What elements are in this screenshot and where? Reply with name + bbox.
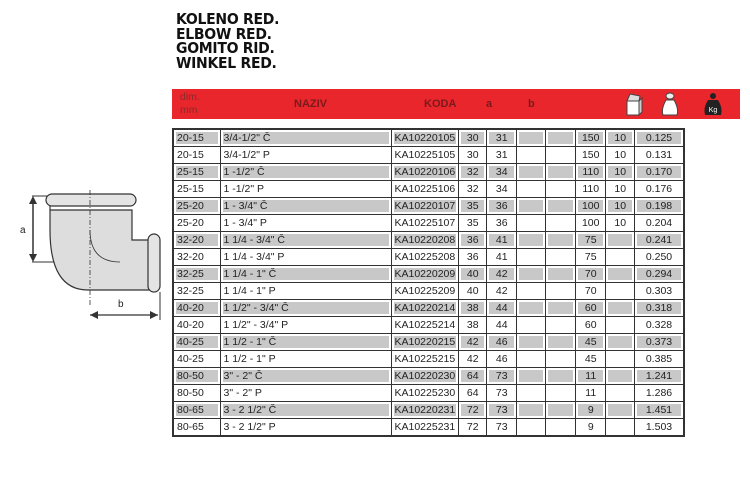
title-slovenian: KOLENO RED. [176,11,280,29]
cell-naziv: 1 - 3/4" Č [220,198,391,215]
cell-koda: KA10220231 [391,402,459,419]
cell-b: 31 [487,129,517,147]
cell-koda: KA10220230 [391,368,459,385]
cell-b: 46 [487,334,517,351]
cell-dim: 32-20 [173,249,220,266]
cell-empty-1 [517,249,546,266]
cell-empty-2 [546,402,576,419]
cell-pack-sack [606,351,635,368]
cell-weight: 0.294 [635,266,684,283]
cell-dim: 32-25 [173,266,220,283]
cell-pack-box: 9 [576,419,606,437]
cell-dim: 80-65 [173,419,220,437]
cell-b: 41 [487,232,517,249]
table-row [173,249,684,266]
table-row [173,181,684,198]
cell-koda: KA10225105 [391,147,459,164]
product-table [172,128,685,437]
title-german: WINKEL RED. [176,55,277,72]
cell-empty-1 [517,402,546,419]
cell-dim: 32-20 [173,232,220,249]
cell-pack-box: 60 [576,317,606,334]
cell-a: 40 [459,266,487,283]
header-a: a [486,98,493,110]
cell-weight: 0.303 [635,283,684,300]
header-mm-label: mm [180,104,198,116]
sack-icon [660,91,680,117]
cell-pack-box: 110 [576,164,606,181]
cell-koda: KA10220215 [391,334,459,351]
cell-naziv: 1 1/4 - 1" P [220,283,391,300]
cell-pack-box: 45 [576,351,606,368]
cell-b: 73 [487,368,517,385]
cell-weight: 0.125 [635,129,684,147]
cell-empty-1 [517,300,546,317]
cell-a: 72 [459,402,487,419]
cell-empty-2 [546,215,576,232]
cell-naziv: 1 - 3/4" P [220,215,391,232]
cell-dim: 20-15 [173,147,220,164]
cell-pack-sack [606,300,635,317]
cell-dim: 40-20 [173,317,220,334]
cell-dim: 20-15 [173,129,220,147]
cell-pack-sack [606,419,635,437]
box-pack-icon [624,92,644,116]
cell-koda: KA10225209 [391,283,459,300]
cell-dim: 25-15 [173,164,220,181]
cell-koda: KA10225215 [391,351,459,368]
cell-weight: 0.204 [635,215,684,232]
cell-pack-box: 150 [576,129,606,147]
cell-naziv: 1 1/2 - 1" Č [220,334,391,351]
cell-pack-sack [606,283,635,300]
svg-text:b: b [118,299,124,310]
cell-b: 42 [487,283,517,300]
cell-weight: 0.328 [635,317,684,334]
cell-a: 42 [459,334,487,351]
cell-empty-1 [517,317,546,334]
cell-pack-sack [606,266,635,283]
cell-b: 73 [487,402,517,419]
cell-pack-sack [606,232,635,249]
cell-empty-1 [517,164,546,181]
cell-koda: KA10220106 [391,164,459,181]
cell-pack-box: 45 [576,334,606,351]
cell-dim: 80-65 [173,402,220,419]
cell-b: 42 [487,266,517,283]
cell-b: 34 [487,164,517,181]
title-italian: GOMITO RID. [176,40,275,58]
cell-koda: KA10225230 [391,385,459,402]
cell-pack-sack: 10 [606,164,635,181]
cell-pack-sack [606,249,635,266]
cell-pack-sack: 10 [606,129,635,147]
cell-empty-1 [517,215,546,232]
cell-koda: KA10220105 [391,129,459,147]
cell-koda: KA10225208 [391,249,459,266]
cell-naziv: 1 1/2" - 3/4" P [220,317,391,334]
cell-empty-1 [517,419,546,437]
cell-a: 36 [459,232,487,249]
cell-pack-box: 9 [576,402,606,419]
cell-empty-2 [546,249,576,266]
cell-dim: 80-50 [173,385,220,402]
cell-pack-box: 110 [576,181,606,198]
cell-pack-sack: 10 [606,198,635,215]
cell-a: 35 [459,215,487,232]
cell-weight: 0.373 [635,334,684,351]
cell-weight: 0.198 [635,198,684,215]
cell-empty-2 [546,181,576,198]
cell-pack-sack: 10 [606,215,635,232]
cell-empty-2 [546,385,576,402]
cell-weight: 1.503 [635,419,684,437]
cell-dim: 32-25 [173,283,220,300]
cell-empty-1 [517,232,546,249]
table-row [173,147,684,164]
cell-empty-2 [546,334,576,351]
cell-pack-sack: 10 [606,147,635,164]
cell-empty-1 [517,368,546,385]
cell-b: 36 [487,215,517,232]
cell-pack-box: 70 [576,266,606,283]
cell-b: 41 [487,249,517,266]
cell-naziv: 1 1/4 - 1" Č [220,266,391,283]
cell-b: 73 [487,385,517,402]
cell-empty-1 [517,147,546,164]
cell-empty-2 [546,198,576,215]
cell-weight: 0.176 [635,181,684,198]
header-dim [180,91,200,117]
title-english: ELBOW RED. [176,26,272,43]
cell-empty-2 [546,351,576,368]
cell-empty-2 [546,164,576,181]
cell-empty-1 [517,198,546,215]
cell-koda: KA10225214 [391,317,459,334]
cell-weight: 1.286 [635,385,684,402]
cell-naziv: 3/4-1/2" P [220,147,391,164]
table-row [173,266,684,283]
table-row [173,317,684,334]
cell-b: 31 [487,147,517,164]
svg-text:a: a [20,225,26,236]
cell-naziv: 1 1/2 - 1" P [220,351,391,368]
cell-pack-sack [606,402,635,419]
cell-b: 34 [487,181,517,198]
table-row [173,215,684,232]
cell-weight: 0.170 [635,164,684,181]
cell-naziv: 3" - 2" Č [220,368,391,385]
cell-empty-1 [517,181,546,198]
weight-kg-icon [702,91,724,117]
cell-pack-sack [606,317,635,334]
cell-weight: 1.241 [635,368,684,385]
cell-dim: 25-20 [173,198,220,215]
cell-a: 38 [459,300,487,317]
table-row [173,385,684,402]
cell-a: 38 [459,317,487,334]
cell-a: 72 [459,419,487,437]
table-row [173,419,684,437]
table-row [173,164,684,181]
cell-pack-box: 70 [576,283,606,300]
cell-pack-box: 100 [576,198,606,215]
cell-pack-sack [606,368,635,385]
cell-pack-sack [606,385,635,402]
cell-koda: KA10225231 [391,419,459,437]
table-row [173,402,684,419]
cell-naziv: 1 1/4 - 3/4" Č [220,232,391,249]
cell-empty-1 [517,266,546,283]
table-row [173,283,684,300]
cell-a: 32 [459,164,487,181]
cell-b: 46 [487,351,517,368]
cell-a: 42 [459,351,487,368]
cell-empty-2 [546,368,576,385]
cell-naziv: 3/4-1/2" Č [220,129,391,147]
cell-naziv: 3" - 2" P [220,385,391,402]
cell-pack-sack: 10 [606,181,635,198]
cell-weight: 0.318 [635,300,684,317]
cell-pack-box: 100 [576,215,606,232]
cell-dim: 25-15 [173,181,220,198]
cell-a: 64 [459,368,487,385]
table-row [173,198,684,215]
table-row [173,129,684,147]
cell-naziv: 3 - 2 1/2" P [220,419,391,437]
cell-koda: KA10220209 [391,266,459,283]
cell-koda: KA10225107 [391,215,459,232]
table-row [173,368,684,385]
cell-dim: 40-20 [173,300,220,317]
cell-b: 36 [487,198,517,215]
header-naziv: NAZIV [294,98,327,110]
cell-a: 36 [459,249,487,266]
cell-weight: 0.241 [635,232,684,249]
cell-pack-box: 75 [576,232,606,249]
cell-koda: KA10225106 [391,181,459,198]
cell-a: 64 [459,385,487,402]
cell-empty-2 [546,147,576,164]
cell-b: 73 [487,419,517,437]
cell-koda: KA10220214 [391,300,459,317]
cell-empty-2 [546,300,576,317]
cell-empty-1 [517,334,546,351]
header-dim-label: dim. [180,91,200,103]
cell-koda: KA10220208 [391,232,459,249]
product-title-block [176,13,279,71]
cell-weight: 1.451 [635,402,684,419]
cell-dim: 40-25 [173,334,220,351]
cell-empty-1 [517,385,546,402]
cell-dim: 80-50 [173,368,220,385]
cell-a: 32 [459,181,487,198]
cell-empty-2 [546,317,576,334]
cell-empty-2 [546,266,576,283]
table-row [173,351,684,368]
cell-empty-2 [546,283,576,300]
elbow-drawing [20,190,170,330]
header-koda: KODA [424,98,457,110]
cell-a: 40 [459,283,487,300]
cell-naziv: 1 1/4 - 3/4" P [220,249,391,266]
table-row [173,232,684,249]
cell-koda: KA10220107 [391,198,459,215]
cell-pack-box: 75 [576,249,606,266]
svg-text:Kg: Kg [708,107,718,114]
cell-dim: 25-20 [173,215,220,232]
cell-naziv: 1 1/2" - 3/4" Č [220,300,391,317]
cell-empty-1 [517,351,546,368]
table-row [173,300,684,317]
cell-pack-sack [606,334,635,351]
header-b: b [528,98,535,110]
cell-pack-box: 11 [576,368,606,385]
cell-empty-2 [546,232,576,249]
cell-weight: 0.250 [635,249,684,266]
cell-naziv: 1 -1/2" Č [220,164,391,181]
cell-naziv: 1 -1/2" P [220,181,391,198]
cell-b: 44 [487,300,517,317]
cell-pack-box: 11 [576,385,606,402]
cell-empty-2 [546,419,576,437]
cell-dim: 40-25 [173,351,220,368]
cell-pack-box: 60 [576,300,606,317]
cell-weight: 0.131 [635,147,684,164]
cell-a: 30 [459,147,487,164]
cell-naziv: 3 - 2 1/2" Č [220,402,391,419]
cell-pack-box: 150 [576,147,606,164]
cell-empty-1 [517,129,546,147]
cell-empty-1 [517,283,546,300]
table-row [173,334,684,351]
cell-a: 30 [459,129,487,147]
cell-empty-2 [546,129,576,147]
cell-b: 44 [487,317,517,334]
cell-weight: 0.385 [635,351,684,368]
table-header [172,89,740,119]
cell-a: 35 [459,198,487,215]
